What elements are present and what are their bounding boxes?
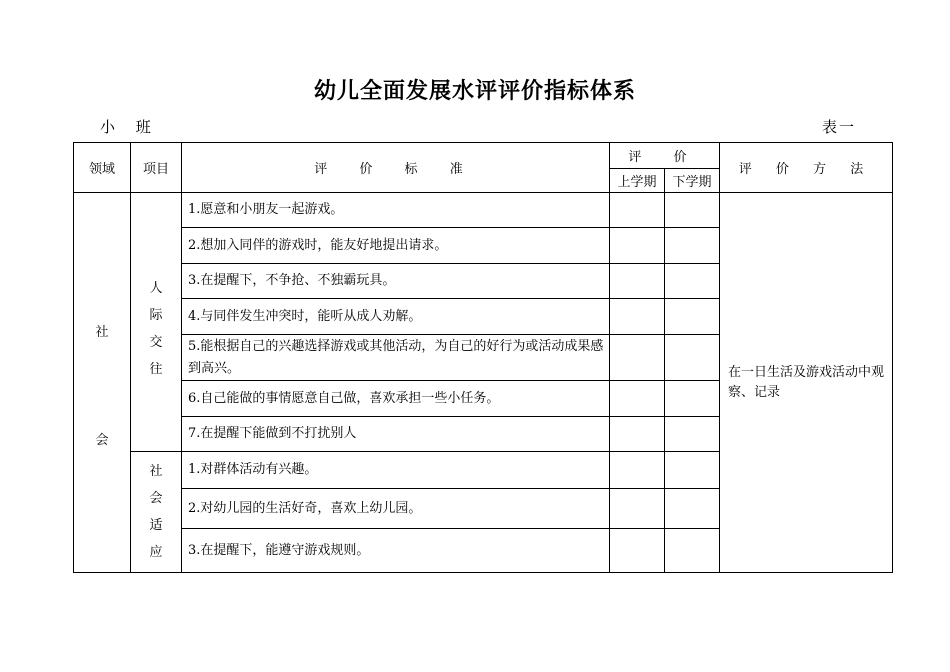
score-second-cell[interactable] [665, 228, 720, 264]
criterion-cell: 2.想加入同伴的游戏时，能友好地提出请求。 [182, 228, 610, 264]
score-second-cell[interactable] [665, 381, 720, 417]
header-criteria: 评 价 标 准 [182, 143, 610, 193]
criterion-cell: 1.愿意和小朋友一起游戏。 [182, 193, 610, 228]
criterion-cell: 1.对群体活动有兴趣。 [182, 452, 610, 489]
criterion-cell: 6.自己能做的事情愿意自己做，喜欢承担一些小任务。 [182, 381, 610, 417]
criterion-cell: 3.在提醒下，能遵守游戏规则。 [182, 529, 610, 573]
item-cell-interpersonal [131, 193, 182, 452]
domain-char-1: 社 [95, 325, 109, 340]
item-label: 人际交往 [149, 281, 163, 377]
table-row [74, 193, 893, 228]
header-first-semester: 上学期 [610, 169, 665, 193]
score-first-cell[interactable] [610, 489, 665, 529]
criterion-cell: 4.与同伴发生冲突时，能听从成人劝解。 [182, 299, 610, 335]
score-first-cell[interactable] [610, 417, 665, 452]
criterion-cell: 7.在提醒下能做到不打扰别人 [182, 417, 610, 452]
score-first-cell[interactable] [610, 529, 665, 573]
class-label: 小 班 [100, 118, 159, 136]
header-method: 评 价 方 法 [720, 143, 893, 193]
header-row [74, 143, 893, 169]
header-evaluation: 评 价 [610, 143, 720, 169]
score-first-cell[interactable] [610, 264, 665, 299]
header-item: 项目 [131, 143, 182, 193]
criterion-cell: 5.能根据自己的兴趣选择游戏或其他活动，为自己的好行为或活动成果感到高兴。 [182, 335, 610, 381]
score-second-cell[interactable] [665, 299, 720, 335]
evaluation-table [73, 142, 893, 573]
page-title: 幼儿全面发展水评评价指标体系 [313, 79, 636, 104]
score-first-cell[interactable] [610, 193, 665, 228]
score-second-cell[interactable] [665, 417, 720, 452]
score-first-cell[interactable] [610, 335, 665, 381]
header-second-semester: 下学期 [665, 169, 720, 193]
score-first-cell[interactable] [610, 228, 665, 264]
score-second-cell[interactable] [665, 529, 720, 573]
score-second-cell[interactable] [665, 489, 720, 529]
item-label: 社会适应 [149, 464, 163, 560]
score-second-cell[interactable] [665, 452, 720, 489]
domain-char-2: 会 [95, 433, 109, 448]
score-first-cell[interactable] [610, 452, 665, 489]
table-number-label: 表一 [822, 118, 857, 136]
score-second-cell[interactable] [665, 193, 720, 228]
score-first-cell[interactable] [610, 381, 665, 417]
score-second-cell[interactable] [665, 335, 720, 381]
criterion-cell: 3.在提醒下，不争抢、不独霸玩具。 [182, 264, 610, 299]
score-first-cell[interactable] [610, 299, 665, 335]
header-domain: 领域 [74, 143, 131, 193]
item-cell-social-adaptation [131, 452, 182, 573]
domain-cell [74, 193, 131, 573]
score-second-cell[interactable] [665, 264, 720, 299]
criterion-cell: 2.对幼儿园的生活好奇，喜欢上幼儿园。 [182, 489, 610, 529]
method-cell: 在一日生活及游戏活动中观察、记录 [720, 193, 893, 573]
